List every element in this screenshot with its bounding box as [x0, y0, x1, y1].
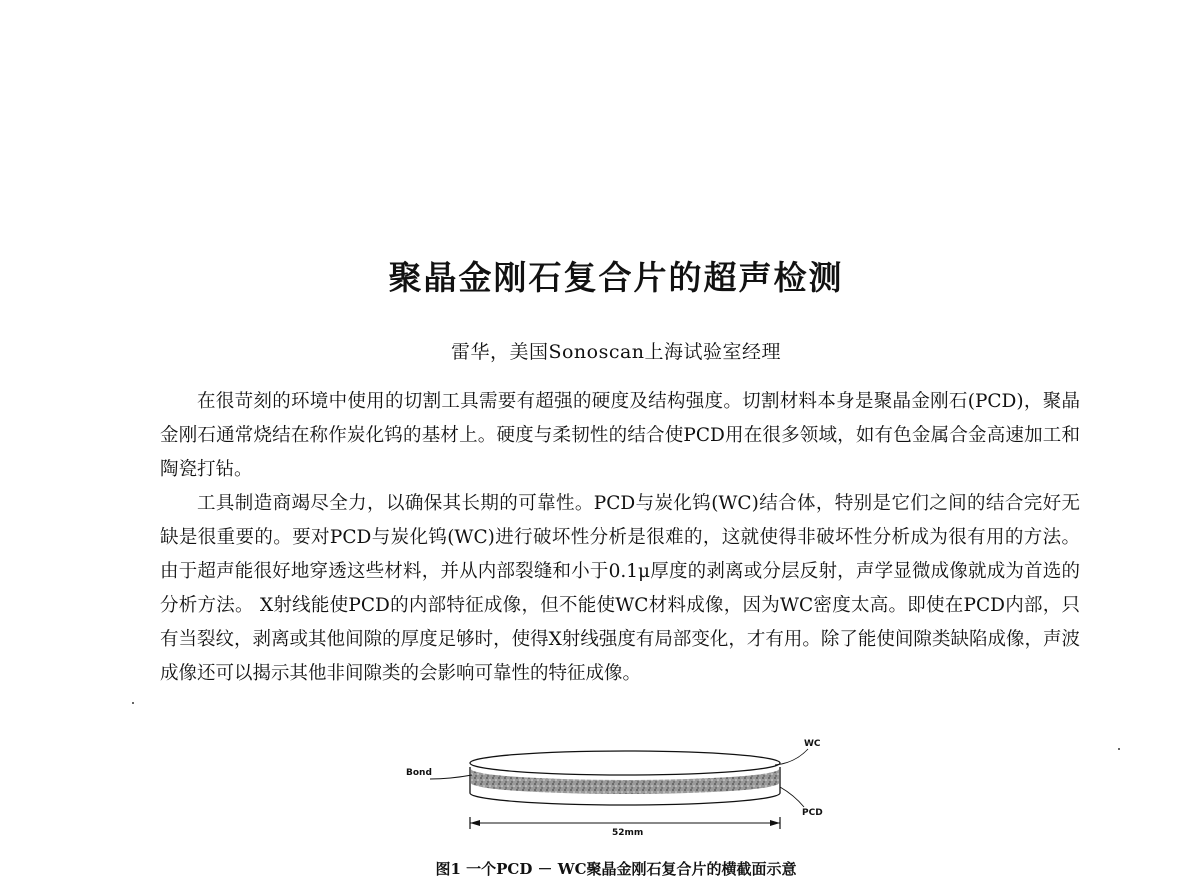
figure-1 [390, 735, 850, 850]
figure-caption: 图1 一个PCD － WC聚晶金刚石复合片的横截面示意 [435, 860, 797, 878]
article-title: 聚晶金刚石复合片的超声检测 [388, 258, 844, 297]
paragraph-1: 在很苛刻的环境中使用的切割工具需要有超强的硬度及结构强度。切割材料本身是聚晶金刚石(PCD)，聚晶金刚石通常烧结在称作炭化钨的基材上。硬度与柔韧性的结合使PCD用在很多领域，如有色金属合金高速加工和陶瓷打钻。 [160, 391, 1080, 480]
article-author: 雷华，美国Sonoscan上海试验室经理 [450, 341, 782, 363]
bond-label: Bond [406, 768, 432, 778]
disk-top-surface [470, 751, 780, 775]
dimension-label: 52mm [612, 828, 644, 838]
wc-label: WC [804, 739, 821, 749]
paragraph-2: 工具制造商竭尽全力，以确保其长期的可靠性。PCD与炭化钨(WC)结合体，特别是它们之间的结合完好无缺是很重要的。要对PCD与炭化钨(WC)进行破坏性分析是很难的，这就使得非破坏性分析成为很有用的方法。由于超声能很好地穿透这些材料，并从内部裂缝和小于0.1μ厚度的剥离或分层反射，声学显微成像就成为首选的分析方法。 X射线能使PCD的内部特征成像，但不能使WC材料成像，因为WC密度太高。即使在PCD内部，只有当裂纹，剥离或其他间隙的厚度足够时，使得X射线强度有局部变化，才有用。除了能使间隙类缺陷成像，声波成像还可以揭示其他非间隙类的会影响可靠性的特征成像。 [160, 493, 1080, 684]
bond-leader-line [430, 775, 472, 779]
scan-speck [132, 702, 134, 704]
article-body [160, 385, 1080, 691]
dimension-arrow-left [470, 820, 480, 826]
dimension-arrow-right [770, 820, 780, 826]
pcd-leader-line [780, 787, 804, 807]
pcd-label: PCD [802, 808, 823, 818]
scan-speck [1118, 748, 1120, 750]
